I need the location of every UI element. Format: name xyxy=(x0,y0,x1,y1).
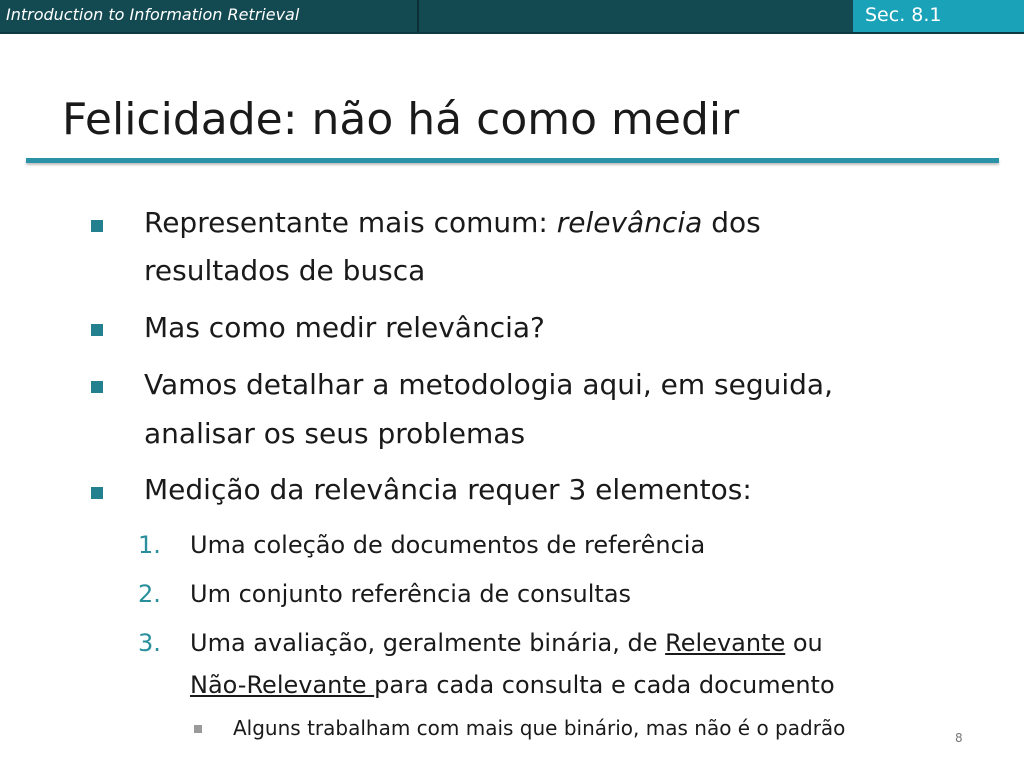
title-underline-rule xyxy=(26,158,999,163)
slide-title: Felicidade: não há como medir xyxy=(62,94,740,145)
page-number: 8 xyxy=(955,731,963,745)
bullet-2-text: Mas como medir relevância? xyxy=(144,311,545,344)
numbered-3-line-2-suffix: para cada consulta e cada documento xyxy=(374,671,835,699)
bullet-square-icon xyxy=(91,381,103,393)
nao-relevante-term: Não-Relevante xyxy=(190,671,375,699)
bullet-1-line-2: resultados de busca xyxy=(144,254,426,287)
sub-bullet-square-icon xyxy=(194,725,202,733)
course-title: Introduction to Information Retrieval xyxy=(6,5,300,24)
bullet-square-icon xyxy=(91,487,103,499)
relevante-term: Relevante xyxy=(665,629,786,657)
numbered-3-label: 3. xyxy=(138,629,161,657)
numbered-1-text: Uma coleção de documentos de referência xyxy=(190,531,706,559)
bullet-3-line-2: analisar os seus problemas xyxy=(144,417,526,450)
header-divider xyxy=(417,0,419,32)
numbered-2-label: 2. xyxy=(138,580,161,608)
numbered-1-label: 1. xyxy=(138,531,161,559)
sub-bullet-text: Alguns trabalham com mais que binário, mas não é o padrão xyxy=(233,716,846,740)
numbered-2-text: Um conjunto referência de consultas xyxy=(190,580,632,608)
bullet-1-italic: relevância xyxy=(556,206,703,239)
bullet-1-suffix: dos xyxy=(702,206,761,239)
bullet-1-prefix: Representante mais comum: xyxy=(144,206,557,239)
bullet-square-icon xyxy=(91,220,103,232)
numbered-3-line-1 xyxy=(190,629,823,657)
section-label: Sec. 8.1 xyxy=(853,0,1024,32)
numbered-3-suffix: ou xyxy=(785,629,823,657)
numbered-3-prefix: Uma avaliação, geralmente binária, de xyxy=(190,629,666,657)
numbered-3-line-2 xyxy=(190,671,835,699)
bullet-1-line-1 xyxy=(144,206,761,239)
bullet-4-text: Medição da relevância requer 3 elementos: xyxy=(144,473,752,506)
bullet-3-line-1: Vamos detalhar a metodologia aqui, em seguida, xyxy=(144,368,833,401)
bullet-square-icon xyxy=(91,324,103,336)
header-bar xyxy=(0,0,1024,34)
